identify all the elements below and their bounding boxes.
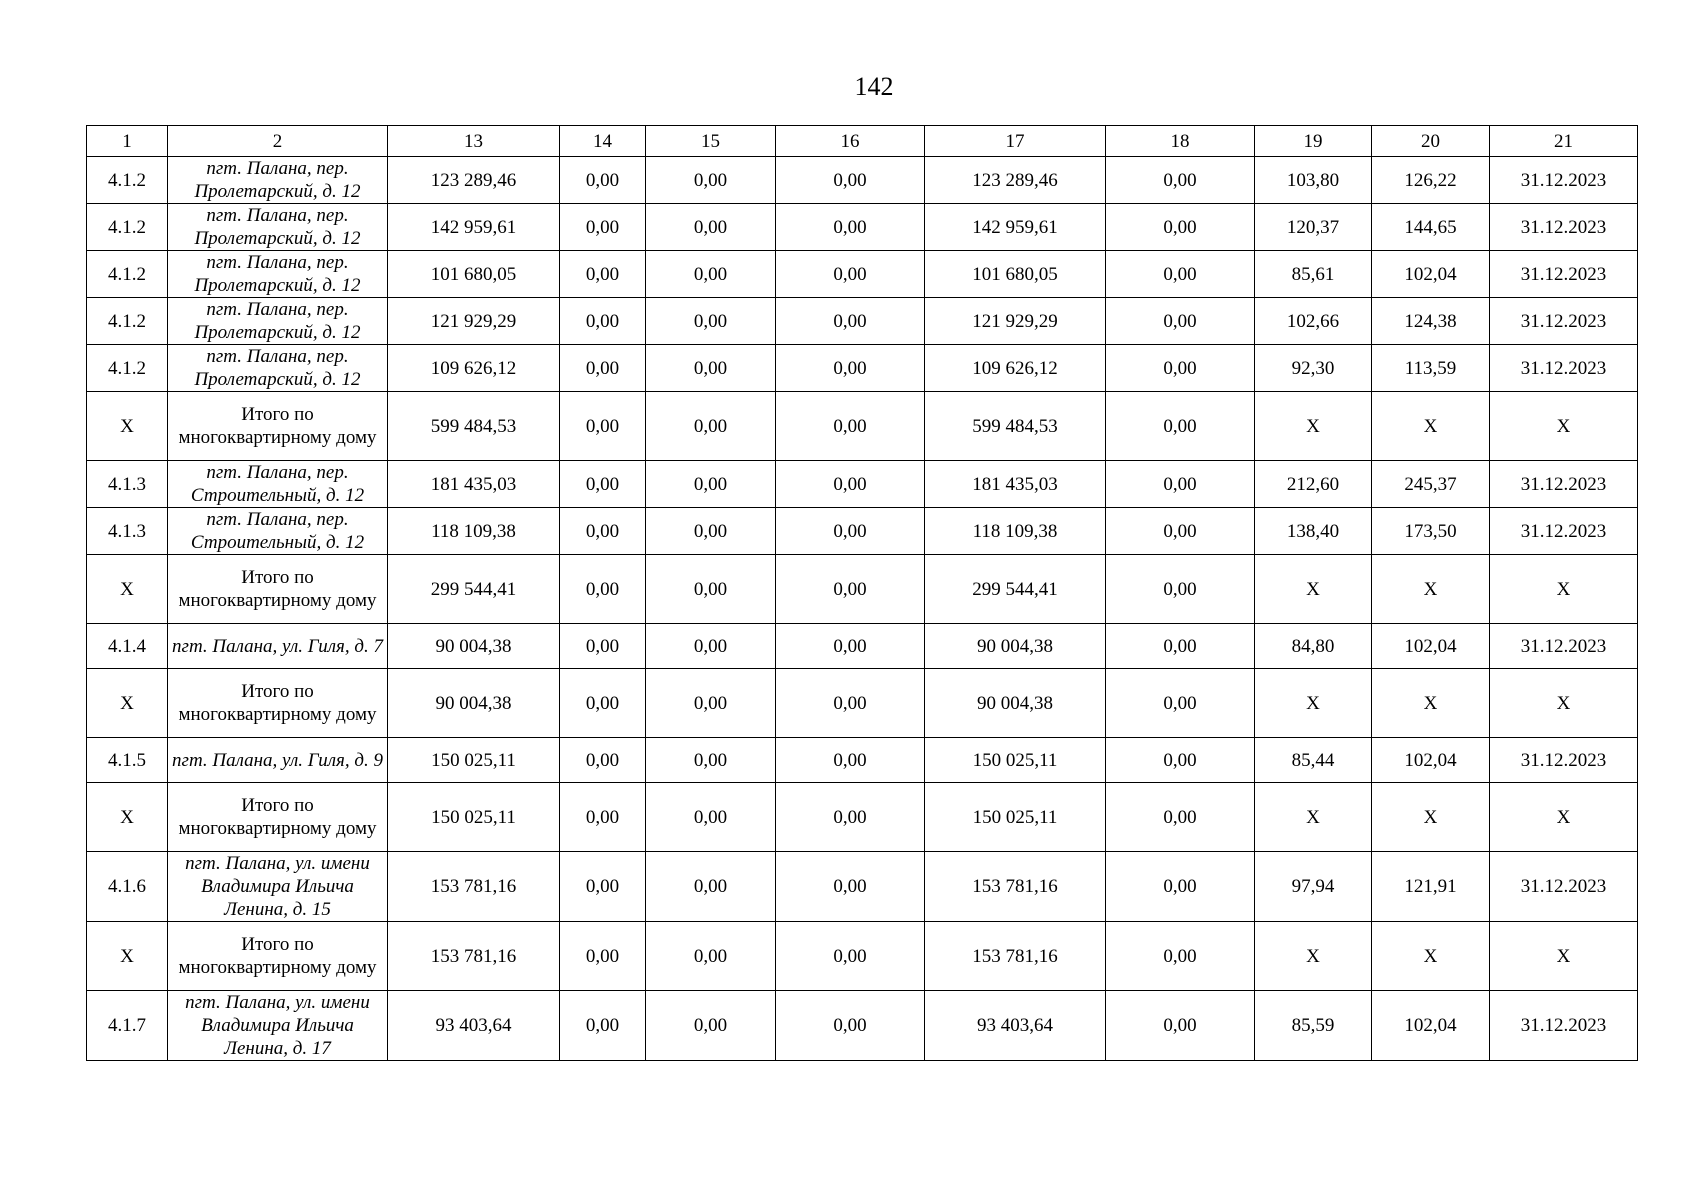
column-header: 15 — [646, 126, 776, 157]
cell-value: 0,00 — [646, 991, 776, 1061]
cell-value: 299 544,41 — [925, 555, 1106, 624]
table-row — [87, 508, 1638, 555]
cell-value: 126,22 — [1372, 157, 1490, 204]
cell-value: 0,00 — [776, 345, 925, 392]
cell-index: X — [87, 392, 168, 461]
cell-value: 181 435,03 — [388, 461, 560, 508]
cell-value: 0,00 — [646, 738, 776, 783]
cell-value: 212,60 — [1255, 461, 1372, 508]
cell-value: X — [1372, 783, 1490, 852]
column-header: 1 — [87, 126, 168, 157]
cell-index: X — [87, 669, 168, 738]
cell-value: 0,00 — [646, 669, 776, 738]
cell-value: 109 626,12 — [388, 345, 560, 392]
cell-value: 150 025,11 — [925, 738, 1106, 783]
cell-value: 138,40 — [1255, 508, 1372, 555]
cell-value: 0,00 — [560, 461, 646, 508]
cell-value: 93 403,64 — [925, 991, 1106, 1061]
cell-value: 0,00 — [776, 783, 925, 852]
cell-value: 0,00 — [560, 508, 646, 555]
cell-value: 0,00 — [776, 991, 925, 1061]
cell-value: 153 781,16 — [925, 852, 1106, 922]
cell-value: 31.12.2023 — [1490, 345, 1638, 392]
cell-address: пгт. Палана, ул. Гиля, д. 9 — [168, 738, 388, 783]
cell-value: 0,00 — [646, 204, 776, 251]
cell-value: 142 959,61 — [925, 204, 1106, 251]
cell-value: 90 004,38 — [925, 624, 1106, 669]
cell-value: 0,00 — [1106, 461, 1255, 508]
cell-value: 0,00 — [560, 555, 646, 624]
cell-value: 0,00 — [560, 392, 646, 461]
cell-value: 153 781,16 — [388, 852, 560, 922]
cell-value: 0,00 — [560, 345, 646, 392]
table-row — [87, 738, 1638, 783]
cell-value: 0,00 — [646, 852, 776, 922]
cell-value: 31.12.2023 — [1490, 251, 1638, 298]
cell-value: 142 959,61 — [388, 204, 560, 251]
cell-value: 31.12.2023 — [1490, 461, 1638, 508]
cell-value: 31.12.2023 — [1490, 738, 1638, 783]
column-header: 18 — [1106, 126, 1255, 157]
cell-value: 102,04 — [1372, 251, 1490, 298]
column-header: 19 — [1255, 126, 1372, 157]
cell-index: 4.1.2 — [87, 251, 168, 298]
column-header: 20 — [1372, 126, 1490, 157]
cell-value: 0,00 — [1106, 922, 1255, 991]
column-header: 16 — [776, 126, 925, 157]
cell-address: пгт. Палана, пер. Пролетарский, д. 12 — [168, 251, 388, 298]
cell-value: 181 435,03 — [925, 461, 1106, 508]
cell-address: Итого по многоквартирному дому — [168, 392, 388, 461]
cell-address: пгт. Палана, пер. Пролетарский, д. 12 — [168, 298, 388, 345]
cell-value: 0,00 — [560, 738, 646, 783]
cell-value: 0,00 — [560, 157, 646, 204]
cell-value: 0,00 — [646, 508, 776, 555]
cell-value: 0,00 — [646, 251, 776, 298]
cell-value: 0,00 — [1106, 157, 1255, 204]
cell-address: пгт. Палана, пер. Пролетарский, д. 12 — [168, 204, 388, 251]
cell-value: 153 781,16 — [925, 922, 1106, 991]
cell-value: 121 929,29 — [388, 298, 560, 345]
cell-value: 0,00 — [1106, 852, 1255, 922]
cell-index: 4.1.5 — [87, 738, 168, 783]
cell-value: 0,00 — [646, 461, 776, 508]
table-row — [87, 461, 1638, 508]
cell-index: 4.1.6 — [87, 852, 168, 922]
cell-value: 0,00 — [776, 852, 925, 922]
header-row — [87, 126, 1638, 157]
cell-index: 4.1.7 — [87, 991, 168, 1061]
table-row — [87, 852, 1638, 922]
cell-value: 90 004,38 — [388, 669, 560, 738]
cell-value: X — [1372, 555, 1490, 624]
cell-value: 0,00 — [776, 922, 925, 991]
cell-value: 85,44 — [1255, 738, 1372, 783]
cell-value: 109 626,12 — [925, 345, 1106, 392]
cell-value: 102,04 — [1372, 624, 1490, 669]
cell-value: 31.12.2023 — [1490, 624, 1638, 669]
cell-value: X — [1255, 783, 1372, 852]
column-header: 14 — [560, 126, 646, 157]
cell-value: 0,00 — [776, 738, 925, 783]
cell-value: 0,00 — [646, 624, 776, 669]
cell-value: 90 004,38 — [388, 624, 560, 669]
cell-index: 4.1.4 — [87, 624, 168, 669]
cell-value: 113,59 — [1372, 345, 1490, 392]
cell-value: 0,00 — [776, 251, 925, 298]
cell-value: 0,00 — [776, 298, 925, 345]
page-number: 142 — [854, 72, 894, 101]
cell-value: X — [1490, 783, 1638, 852]
total-row — [87, 392, 1638, 461]
cell-index: 4.1.2 — [87, 157, 168, 204]
cell-address: пгт. Палана, пер. Пролетарский, д. 12 — [168, 157, 388, 204]
cell-value: 31.12.2023 — [1490, 204, 1638, 251]
cell-value: 85,59 — [1255, 991, 1372, 1061]
cell-value: 245,37 — [1372, 461, 1490, 508]
cell-value: 0,00 — [776, 508, 925, 555]
cell-value: X — [1490, 555, 1638, 624]
cell-index: 4.1.2 — [87, 345, 168, 392]
cell-value: 31.12.2023 — [1490, 991, 1638, 1061]
cell-value: 102,04 — [1372, 991, 1490, 1061]
cell-value: 124,38 — [1372, 298, 1490, 345]
cell-value: 299 544,41 — [388, 555, 560, 624]
cell-value: 101 680,05 — [388, 251, 560, 298]
table-row — [87, 624, 1638, 669]
cell-value: 0,00 — [646, 392, 776, 461]
cell-value: X — [1372, 922, 1490, 991]
data-table — [86, 125, 1638, 1061]
cell-value: 0,00 — [1106, 738, 1255, 783]
cell-address: Итого по многоквартирному дому — [168, 669, 388, 738]
cell-value: 92,30 — [1255, 345, 1372, 392]
cell-value: 0,00 — [1106, 508, 1255, 555]
cell-value: 0,00 — [560, 624, 646, 669]
table-row — [87, 298, 1638, 345]
table-row — [87, 157, 1638, 204]
cell-index: X — [87, 555, 168, 624]
cell-value: 0,00 — [646, 157, 776, 204]
cell-value: 150 025,11 — [388, 783, 560, 852]
cell-value: 0,00 — [1106, 345, 1255, 392]
cell-value: 150 025,11 — [925, 783, 1106, 852]
cell-value: 118 109,38 — [388, 508, 560, 555]
cell-value: X — [1372, 392, 1490, 461]
cell-address: пгт. Палана, пер. Строительный, д. 12 — [168, 461, 388, 508]
cell-value: 0,00 — [776, 461, 925, 508]
total-row — [87, 783, 1638, 852]
cell-value: X — [1255, 392, 1372, 461]
cell-value: 31.12.2023 — [1490, 298, 1638, 345]
cell-index: 4.1.3 — [87, 461, 168, 508]
cell-value: 84,80 — [1255, 624, 1372, 669]
cell-value: X — [1255, 669, 1372, 738]
cell-value: 31.12.2023 — [1490, 157, 1638, 204]
cell-value: 0,00 — [1106, 204, 1255, 251]
cell-value: 0,00 — [776, 624, 925, 669]
cell-value: 101 680,05 — [925, 251, 1106, 298]
cell-value: 0,00 — [776, 669, 925, 738]
cell-value: 0,00 — [776, 392, 925, 461]
total-row — [87, 669, 1638, 738]
cell-value: 103,80 — [1255, 157, 1372, 204]
cell-value: 0,00 — [646, 298, 776, 345]
cell-value: 0,00 — [776, 157, 925, 204]
cell-value: 0,00 — [560, 669, 646, 738]
table-row — [87, 204, 1638, 251]
cell-value: 0,00 — [560, 852, 646, 922]
cell-value: 123 289,46 — [925, 157, 1106, 204]
column-header: 2 — [168, 126, 388, 157]
cell-value: 0,00 — [1106, 555, 1255, 624]
cell-value: 0,00 — [560, 783, 646, 852]
table-row — [87, 345, 1638, 392]
cell-index: X — [87, 922, 168, 991]
cell-value: 93 403,64 — [388, 991, 560, 1061]
column-header: 17 — [925, 126, 1106, 157]
cell-value: 31.12.2023 — [1490, 852, 1638, 922]
cell-value: 144,65 — [1372, 204, 1490, 251]
cell-value: 0,00 — [1106, 991, 1255, 1061]
cell-value: 0,00 — [1106, 669, 1255, 738]
cell-value: X — [1372, 669, 1490, 738]
cell-value: X — [1255, 922, 1372, 991]
cell-value: 0,00 — [1106, 251, 1255, 298]
cell-address: пгт. Палана, ул. имени Владимира Ильича Ленина, д. 15 — [168, 852, 388, 922]
cell-value: 118 109,38 — [925, 508, 1106, 555]
cell-address: Итого по многоквартирному дому — [168, 922, 388, 991]
cell-index: 4.1.2 — [87, 298, 168, 345]
cell-value: 121 929,29 — [925, 298, 1106, 345]
cell-value: 85,61 — [1255, 251, 1372, 298]
cell-address: пгт. Палана, ул. Гиля, д. 7 — [168, 624, 388, 669]
cell-value: 153 781,16 — [388, 922, 560, 991]
cell-value: 31.12.2023 — [1490, 508, 1638, 555]
cell-address: пгт. Палана, ул. имени Владимира Ильича Ленина, д. 17 — [168, 991, 388, 1061]
cell-value: 123 289,46 — [388, 157, 560, 204]
cell-address: пгт. Палана, пер. Строительный, д. 12 — [168, 508, 388, 555]
cell-value: 0,00 — [776, 204, 925, 251]
cell-value: 120,37 — [1255, 204, 1372, 251]
cell-value: 599 484,53 — [925, 392, 1106, 461]
cell-value: 0,00 — [1106, 783, 1255, 852]
cell-value: X — [1490, 922, 1638, 991]
cell-value: 0,00 — [646, 922, 776, 991]
cell-value: 90 004,38 — [925, 669, 1106, 738]
cell-value: 0,00 — [1106, 392, 1255, 461]
cell-value: 0,00 — [646, 555, 776, 624]
column-header: 13 — [388, 126, 560, 157]
cell-value: X — [1490, 392, 1638, 461]
cell-value: 0,00 — [560, 991, 646, 1061]
cell-value: 97,94 — [1255, 852, 1372, 922]
cell-address: Итого по многоквартирному дому — [168, 555, 388, 624]
cell-value: 0,00 — [776, 555, 925, 624]
cell-index: X — [87, 783, 168, 852]
cell-value: 173,50 — [1372, 508, 1490, 555]
cell-value: 102,04 — [1372, 738, 1490, 783]
cell-value: 0,00 — [560, 204, 646, 251]
table-row — [87, 251, 1638, 298]
cell-value: 0,00 — [646, 783, 776, 852]
cell-value: 102,66 — [1255, 298, 1372, 345]
column-header: 21 — [1490, 126, 1638, 157]
cell-address: пгт. Палана, пер. Пролетарский, д. 12 — [168, 345, 388, 392]
total-row — [87, 922, 1638, 991]
cell-address: Итого по многоквартирному дому — [168, 783, 388, 852]
cell-value: 121,91 — [1372, 852, 1490, 922]
cell-value: 0,00 — [1106, 624, 1255, 669]
cell-value: 0,00 — [1106, 298, 1255, 345]
cell-value: X — [1255, 555, 1372, 624]
cell-index: 4.1.2 — [87, 204, 168, 251]
cell-index: 4.1.3 — [87, 508, 168, 555]
total-row — [87, 555, 1638, 624]
cell-value: 599 484,53 — [388, 392, 560, 461]
table-row — [87, 991, 1638, 1061]
cell-value: 0,00 — [560, 922, 646, 991]
cell-value: X — [1490, 669, 1638, 738]
cell-value: 0,00 — [646, 345, 776, 392]
cell-value: 0,00 — [560, 298, 646, 345]
cell-value: 0,00 — [560, 251, 646, 298]
cell-value: 150 025,11 — [388, 738, 560, 783]
